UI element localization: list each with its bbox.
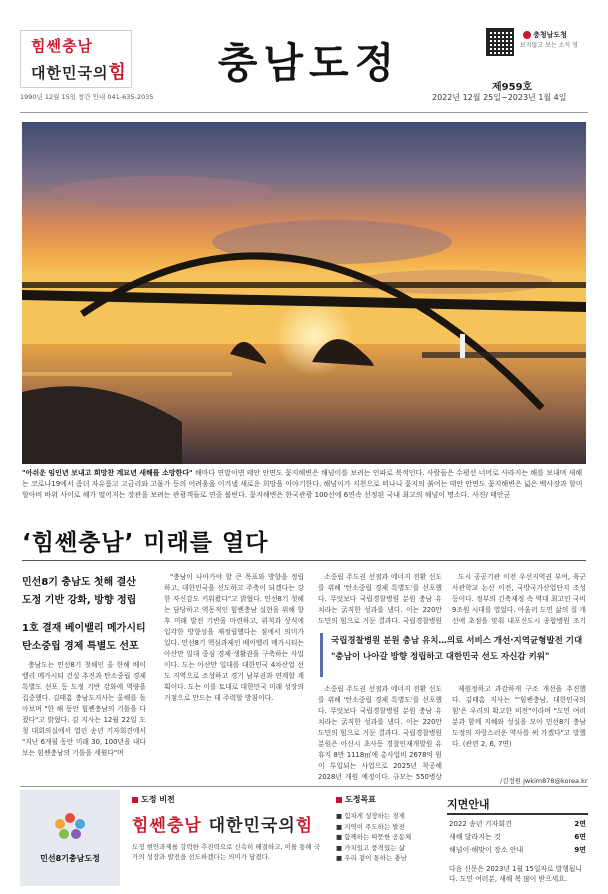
sunset-bridge-illustration [22, 122, 586, 464]
goal-item: ■ 가치있고 풍격있는 삶 [336, 843, 405, 852]
subhead-1: 민선8기 충남도 첫해 결산 [22, 577, 137, 588]
index-row[interactable] [449, 844, 586, 857]
goals-section [336, 794, 440, 864]
headline-rule [22, 560, 586, 561]
vision-slogan-part2: 대한민국의 [208, 816, 296, 836]
index-row[interactable] [449, 818, 586, 831]
slogan-box [20, 30, 132, 88]
flower-emblem-icon [53, 813, 87, 843]
article-column-3-text: 소중립 주도권 선점과 에너지 전환 선도를 위해 '탄소중립 경제 특별도'를 선포했다. 무엇보다 국립경찰병원 분원 충남 유치라는 굵직한 성과를 냈다. 이는 220만 도민의 힘으로 거둔 결과다. 국립경찰병원 [318, 573, 442, 625]
slogan-part2: 대한민국의 [31, 63, 109, 82]
article-column-4 [452, 572, 586, 628]
caption-text: 해마다 연말이면 태안 안면도 꽃지해변은 해넘이를 보려는 인파로 북적인다. 사람들은 수평선 너머로 사라지는 해를 보내며 새해는 코로나19에서 좀더 자유롭고 고금리와 고물가 등의 어려움을 이겨낼 새로운 희망을 이야기한다. 해넘이가 지천으로 떠나니 꽃지의 붉어는 태안 안면도 꽃지해변은 넓은 백사장과 할미할아비 바위 사이로 해가 떨어지는 장관을 보려는 관광객들로 연중 붐빈다. 꽃지해변은 한국관광 100선에 6연속 선정된 국내 최고의 해넘이 명소다. [22, 469, 583, 499]
index-page: 9면 [574, 846, 586, 854]
masthead [0, 0, 608, 118]
photo-caption [22, 468, 586, 501]
issue-number: 제959호 [492, 82, 533, 93]
main-headline: ‘힘쎈충남’ 미래를 열다 [22, 530, 269, 556]
article-column-2-text: "충남이 나아가야 할 큰 목표와 방향을 정립하고, 대한민국을 선도하고 주축이 되겠다는 강한 자신감도 키워왔다"고 밝혔다. 민선8기 첫해는 담당하고 역동적인 힘쎈충남 실현을 위해 향후 미래 발전 기반을 마련하고, 위척과 상식에 입각한 방향성을 재정립했다는 점에서 의미가 있다. 민선8기 핵심과제인 베이밸리 메가시티는 아산만 일대 중심 경제·생활권을 구축하는 사업이다. 도는 아산만 일대를 대한민국 4차산업 선도 지역으로 조성하고 경기 남부권과 연계할 계획이다. 도는 이를 토대로 대한민국 미래 성장의 거점으로 만드는 데 주력할 방침이다. [164, 573, 304, 702]
article-column-1 [22, 660, 146, 759]
slogan-line1 [31, 35, 131, 56]
article-column-4-text: 도시 공공기관 이전 우선지역권 부여, 육군사관학교 논산 이전, 국방국가산업단지 조성 등이다. 정부의 긴축재정 속 역대 최고인 국비 9조원 시대를 열었다. 아울러 도민 삶의 질 개선에 초점을 맞춰 내포신도시 종합병원 조기 [452, 573, 586, 625]
bottom-rule [20, 786, 588, 787]
pull-quote-title: 국립경찰병원 분원 충남 유치…의료 서비스 개선·지역균형발전 기대 [331, 636, 583, 646]
vision-slogan-part1: 힘쎈충남 [132, 816, 202, 836]
index-label: 새해 달라지는 것 [449, 833, 501, 841]
emblem-label: 민선8기충남도정 [40, 853, 100, 863]
pull-quote-box [320, 633, 586, 677]
qr-subline: 보지않고 보는 소식 영 [520, 42, 578, 49]
index-rule [447, 813, 588, 815]
logo-tag [523, 30, 567, 40]
logo-text: 충청남도청 [533, 31, 567, 39]
goals-label-text: 도정목표 [345, 795, 376, 804]
slogan-line2 [31, 58, 131, 84]
subhead-4: 탄소중립 경제 특별도 선포 [22, 641, 139, 652]
qr-code-icon[interactable] [486, 28, 514, 56]
vision-slogan [132, 811, 322, 836]
vision-slogan-part3: 힘 [295, 816, 314, 836]
founded-info: 1990년 12월 15일 창간 안내 041-635-2035 [20, 93, 154, 101]
article-column-1-text: 충남도는 민선8기 첫해인 올 한해 베이밸리 메가시티 건설 추진과 탄소중립 경제특별도 선포 등 도정 기반 강화에 역량을 집중했다. 김태흠 충남도지사는 올해를 돌아보며 "한 해 동안 힘쎈충남의 기틀을 다졌다"고 밝혔다. 김 지사는 12월 22일 도청 대회의실에서 열린 송년 기자회견에서 "지난 6개월 동안 미래 30, 100년을 내다보는 힘쎈충남의 기틀을 세웠다"며 [22, 661, 146, 757]
subhead-2: 도정 기반 강화, 방향 정립 [22, 595, 137, 606]
red-square-icon [336, 797, 342, 803]
caption-title: "아쉬운 임인년 보내고 희망찬 계묘년 새해를 소망한다" [22, 469, 193, 477]
paper-title: 충남도정 [217, 39, 401, 87]
index-page: 2면 [574, 820, 586, 828]
goal-item: ■ 지역이 주도하는 발전 [336, 822, 405, 831]
article-column-3b-text: 소중립 주도권 선점과 에너지 전환 선도를 위해 '탄소중립 경제 특별도'를 선포했다. 무엇보다 국립경찰병원 분원 충남 유치라는 굵직한 성과를 냈다. 이는 220만 도민의 힘으로 거둔 결과다. 국립경찰병원 분원은 아산시 초사동 경찰인재개발원 유휴지 8만 1118㎡에 총사업비 2678억 원이 투입되는 사업으로 2025년 착공해 2028년 개원 예정이다. 규모는 550병상 [318, 685, 442, 781]
index-label: 2022 송년 기자회견 [449, 820, 512, 828]
vision-label [132, 794, 322, 805]
index-label: 해넘이·해맞이 장소 안내 [449, 846, 524, 854]
goal-item: ■ 힘차게 성장하는 경제 [336, 812, 405, 820]
next-issue-note: 다음 신문은 2023년 1월 15일자로 발행됩니다. 도민 여러분, 새해 복 많이 받으세요. [449, 865, 582, 883]
index-title: 지면안내 [447, 798, 490, 811]
goal-item: ■ 우리 곁이 통하는 충남 [336, 854, 407, 862]
article-column-4b-text: 제원정하고 과감하게 구조 개선을 추진했다. 김태흠 지사는 "'힘쎈충남, 대한민국의 힘'은 우리의 확고한 비전"이라며 "도민 여러분과 함께 지혜와 성실을 모아 민선8기 충남도정의 자랑스러운 역사를 써 가겠다"고 말했다. (관련 2, 6, 7면) [452, 685, 586, 748]
red-square-icon [132, 797, 138, 803]
photo-credit: 사진/ 태안군 [471, 491, 511, 499]
vision-label-text: 도정 비전 [141, 795, 175, 804]
article-column-3a [318, 572, 442, 628]
goal-list [336, 811, 440, 864]
index-list [449, 818, 586, 857]
masthead-rule [20, 112, 588, 113]
subhead-3: 1호 결재 베이밸리 메가시티 [22, 623, 146, 634]
qr-area [486, 28, 586, 50]
article-column-2 [164, 572, 304, 704]
administration-emblem [20, 790, 120, 886]
pull-quote-subtitle: "충남이 나아갈 방향 정립하고 대한민국 선도 자신감 키워" [331, 652, 550, 662]
issue-date: 2022년 12월 25일~2023년 1월 4일 [432, 93, 567, 102]
goal-item: ■ 함께하는 따뜻한 공동체 [336, 833, 412, 841]
goals-label [336, 794, 440, 805]
cover-photo [22, 122, 586, 464]
index-page: 6면 [574, 833, 586, 841]
subheads [22, 574, 146, 656]
article-column-3b [318, 684, 442, 784]
index-row[interactable] [449, 831, 586, 844]
vision-section [132, 794, 322, 862]
vision-description: 도정 현안과제를 강력한 추진력으로 신속히 해결하고, 이를 통해 국가의 성장과 발전을 선도하겠다는 의미가 담겼다. [132, 843, 321, 861]
article-column-4b [452, 684, 586, 784]
slogan-part1: 힘쎈충남 [31, 36, 93, 55]
byline: /김정원 jwkim878@korea.kr [500, 777, 588, 785]
slogan-part3: 힘 [108, 61, 127, 83]
bottom-band [20, 790, 438, 886]
province-logo-icon [523, 31, 531, 39]
